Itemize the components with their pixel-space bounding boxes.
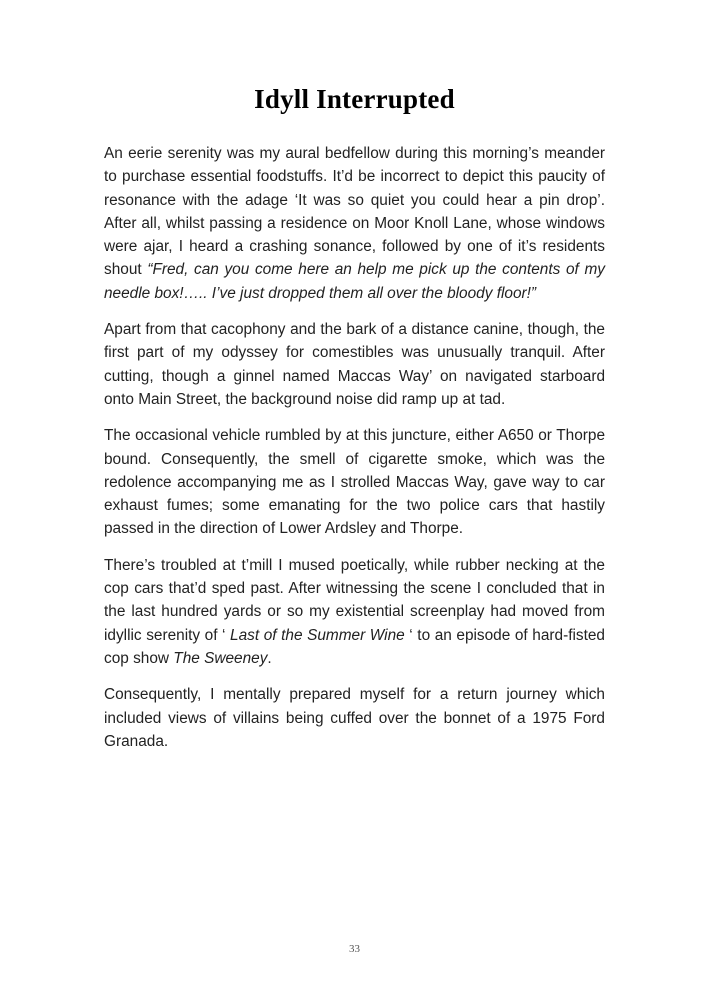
paragraph-text: An eerie serenity was my aural bedfellow during this morning’s meander to purchase essential foodstuffs. It’d be incorrect to depict this paucity of resonance with the adage ‘It was so quiet you could hear a pin drop’. After all, whilst passing a residence on Moor Knoll Lane, whose windows were ajar, I heard a crashing sonance, followed by one of it’s residents shout xyxy=(104,145,605,279)
paragraph-1 xyxy=(104,142,605,305)
paragraph-5 xyxy=(104,683,605,753)
paragraph-4 xyxy=(104,554,605,670)
page-number: 33 xyxy=(349,943,360,955)
paragraph-3 xyxy=(104,424,605,540)
paragraph-text: Consequently, I mentally prepared myself for a return journey which included views of villains being cuffed over the bonnet of a 1975 Ford Granada. xyxy=(104,686,605,750)
paragraph-text: ‘ to an episode of hard-fisted cop show xyxy=(104,626,605,667)
paragraph-2 xyxy=(104,318,605,411)
paragraph-text: There’s troubled at t’mill I mused poetically, while rubber necking at the cop cars that’d sped past. After witnessing the scene I concluded that in the last hundred yards or so my existential screenplay had moved from idyllic serenity of ‘ xyxy=(104,556,605,644)
show-title: Last of the Summer Wine xyxy=(230,626,405,644)
quoted-speech: “Fred, can you come here an help me pick up the contents of my needle box!….. I’ve just dropped them all over the bloody floor!” xyxy=(104,261,605,302)
body-text xyxy=(104,142,605,766)
show-title: The Sweeney xyxy=(173,649,268,667)
paragraph-text: Apart from that cacophony and the bark of a distance canine, though, the first part of my odyssey for comestibles was unusually tranquil. After cutting, though a ginnel named Maccas Way’ on navigated starboard onto Main Street, the background noise did ramp up at tad. xyxy=(104,321,605,408)
page-title: Idyll Interrupted xyxy=(254,84,455,114)
paragraph-text: The occasional vehicle rumbled by at this juncture, either A650 or Thorpe bound. Consequently, the smell of cigarette smoke, which was the redolence accompanying me as I strolled Maccas Way, gave way to car exhaust fumes; some emanating for the two police cars that hastily passed in the direction of Lower Ardsley and Thorpe. xyxy=(104,427,605,538)
paragraph-text: . xyxy=(267,649,272,667)
